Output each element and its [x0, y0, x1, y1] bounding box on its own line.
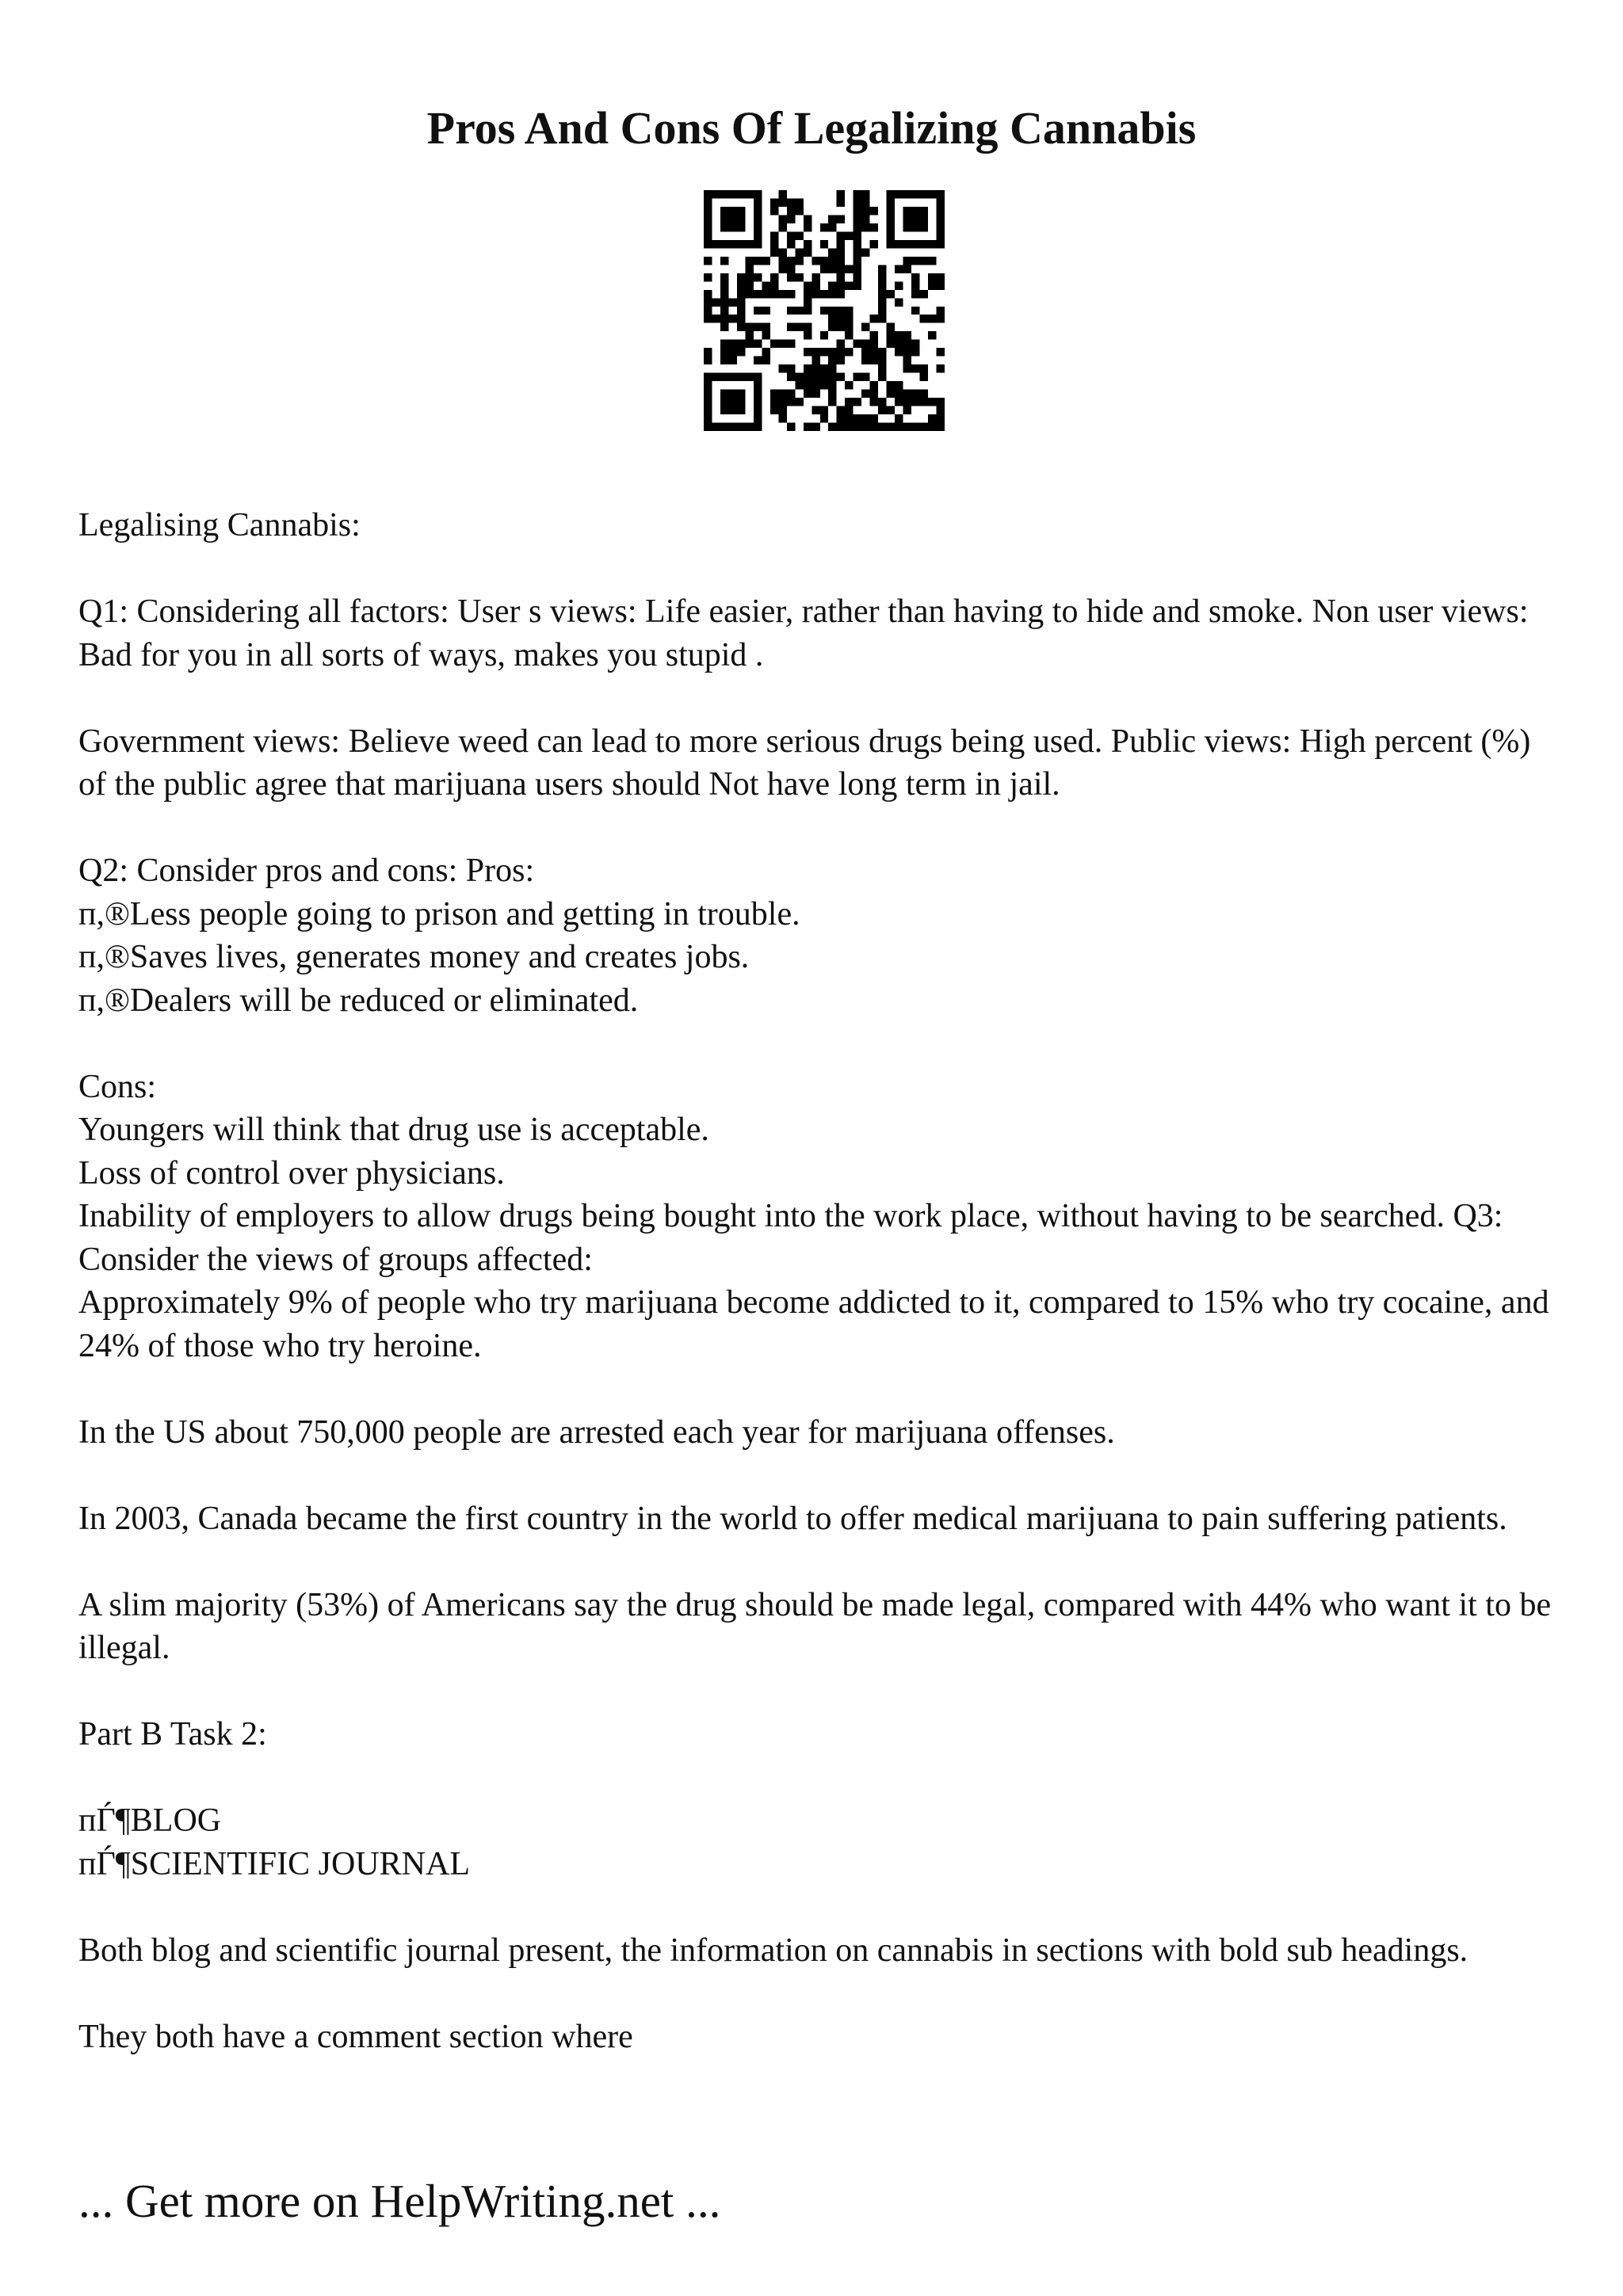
con-item: Youngers will think that drug use is acceptable. [78, 1112, 709, 1148]
qr-code-icon[interactable] [704, 190, 945, 431]
source-item: пЃ¶BLOG [78, 1802, 222, 1839]
con-item: Approximately 9% of people who try marijuana become addicted to it, compared to 15% who try cocaine, and 24% of those who try heroine. [78, 1284, 1549, 1364]
document-body [78, 504, 1552, 2102]
document-title: Pros And Cons Of Legalizing Cannabis [426, 102, 1197, 154]
government-paragraph: Government views: Believe weed can lead to more serious drugs being used. Public views: High percent (%) of the public agree that marijuana users should Not have long term in jail. [78, 723, 1531, 803]
pro-item: п,®Dealers will be reduced or eliminated. [78, 982, 639, 1019]
q2-heading: Q2: Consider pros and cons: Pros: [78, 852, 535, 889]
con-item: Loss of control over physicians. [78, 1154, 505, 1192]
cons-heading: Cons: [78, 1068, 157, 1105]
q1-paragraph: Q1: Considering all factors: User s views: Life easier, rather than having to hide and smoke. Non user views: Bad for you in all sorts of ways, makes you stupid . [78, 593, 1529, 673]
source-item: пЃ¶SCIENTIFIC JOURNAL [78, 1845, 470, 1882]
sources-block [78, 1799, 1552, 1886]
get-more-link[interactable]: ... Get more on HelpWriting.net ... [78, 2175, 721, 2227]
canada-paragraph: In 2003, Canada became the first country in the world to offer medical marijuana to pain suffering patients. [78, 1500, 1507, 1537]
pro-item: п,®Less people going to prison and getting in trouble. [78, 895, 800, 933]
pro-item: п,®Saves lives, generates money and creates jobs. [78, 939, 750, 975]
majority-paragraph: A slim majority (53%) of Americans say the drug should be made legal, compared with 44% who want it to be illegal. [78, 1586, 1552, 1666]
pros-block [78, 849, 1552, 1022]
comment-paragraph: They both have a comment section where [78, 2018, 633, 2055]
cons-block [78, 1066, 1552, 1368]
con-item: Inability of employers to allow drugs being bought into the work place, without having to be searched. Q3: Consider the views of groups affected: [78, 1198, 1503, 1278]
intro-heading: Legalising Cannabis: [78, 507, 361, 543]
us-arrests-paragraph: In the US about 750,000 people are arrested each year for marijuana offenses. [78, 1413, 1115, 1451]
part-b-heading: Part B Task 2: [78, 1716, 267, 1753]
both-paragraph: Both blog and scientific journal present, the information on cannabis in sections with bold sub headings. [78, 1932, 1468, 1969]
